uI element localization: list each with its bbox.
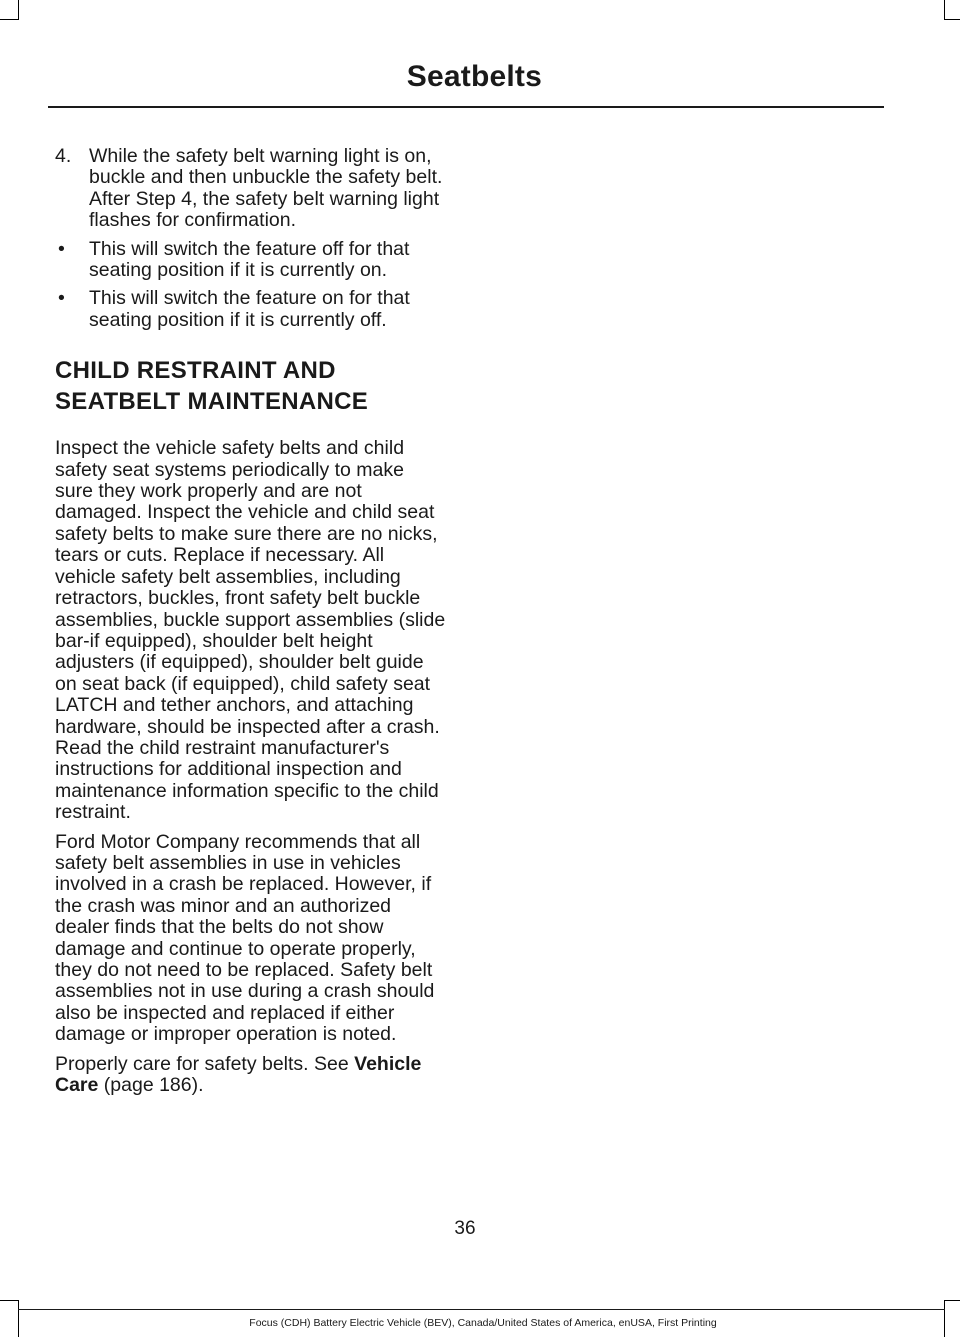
bullet-item (55, 288, 447, 331)
bullet-icon: • (58, 287, 65, 310)
vehicle-care-link[interactable]: Vehicle Care (55, 1052, 422, 1097)
main-column (55, 146, 447, 1104)
bullet-text: This will switch the feature on for that seating position if it is currently off. (89, 287, 410, 331)
bullet-item (55, 239, 447, 282)
header-rule (48, 106, 884, 108)
crop-mark (944, 19, 960, 20)
page-number: 36 (454, 1218, 476, 1239)
crop-mark (944, 1300, 960, 1301)
crop-mark (0, 19, 19, 20)
bullet-icon: • (58, 237, 65, 260)
care-suffix: (page 186). (98, 1074, 204, 1097)
page-title: Seatbelts (406, 60, 542, 93)
step-item (55, 146, 447, 232)
paragraph: Ford Motor Company recommends that all safety belt assemblies in use in vehicles involved in a crash be replaced. However, if the crash was minor and an authorized dealer finds that the belts do not show damage and continue to operate properly, they do not need to be replaced. Safety belt assemblies not in use during a crash should also be inspected and replaced if either damage or improper operation is noted. (55, 830, 435, 1046)
step-text: While the safety belt warning light is on, buckle and then unbuckle the safety belt. After Step 4, the safety belt warning light flashes for confirmation. (89, 145, 443, 232)
bullet-text: This will switch the feature off for that seating position if it is currently on. (89, 237, 410, 282)
footer-rule (18, 1309, 945, 1310)
crop-mark (944, 0, 945, 20)
crop-mark (18, 0, 19, 20)
crop-mark (0, 1300, 19, 1301)
care-prefix: Properly care for safety belts. See (55, 1052, 355, 1075)
section-heading: CHILD RESTRAINT AND SEATBELT MAINTENANCE (55, 357, 369, 416)
care-paragraph (55, 1054, 447, 1097)
footer-text: Focus (CDH) Battery Electric Vehicle (BEV), Canada/United States of America, enUSA, First Printing (249, 1317, 717, 1329)
paragraph: Inspect the vehicle safety belts and child safety seat systems periodically to make sure they work properly and are not damaged. Inspect the vehicle and child seat safety belts to make sure there are no nicks, tears or cuts. Replace if necessary. All vehicle safety belt assemblies, including retractors, buckles, front safety belt buckle assemblies, buckle support assemblies (slide bar-if equipped), shoulder belt height adjusters (if equipped), shoulder belt guide on seat back (if equipped), child safety seat LATCH and tether anchors, and attaching hardware, should be inspected after a crash. Read the child restraint manufacturer's instructions for additional inspection and maintenance information specific to the child restraint. (55, 437, 446, 824)
step-number: 4. (55, 145, 72, 167)
